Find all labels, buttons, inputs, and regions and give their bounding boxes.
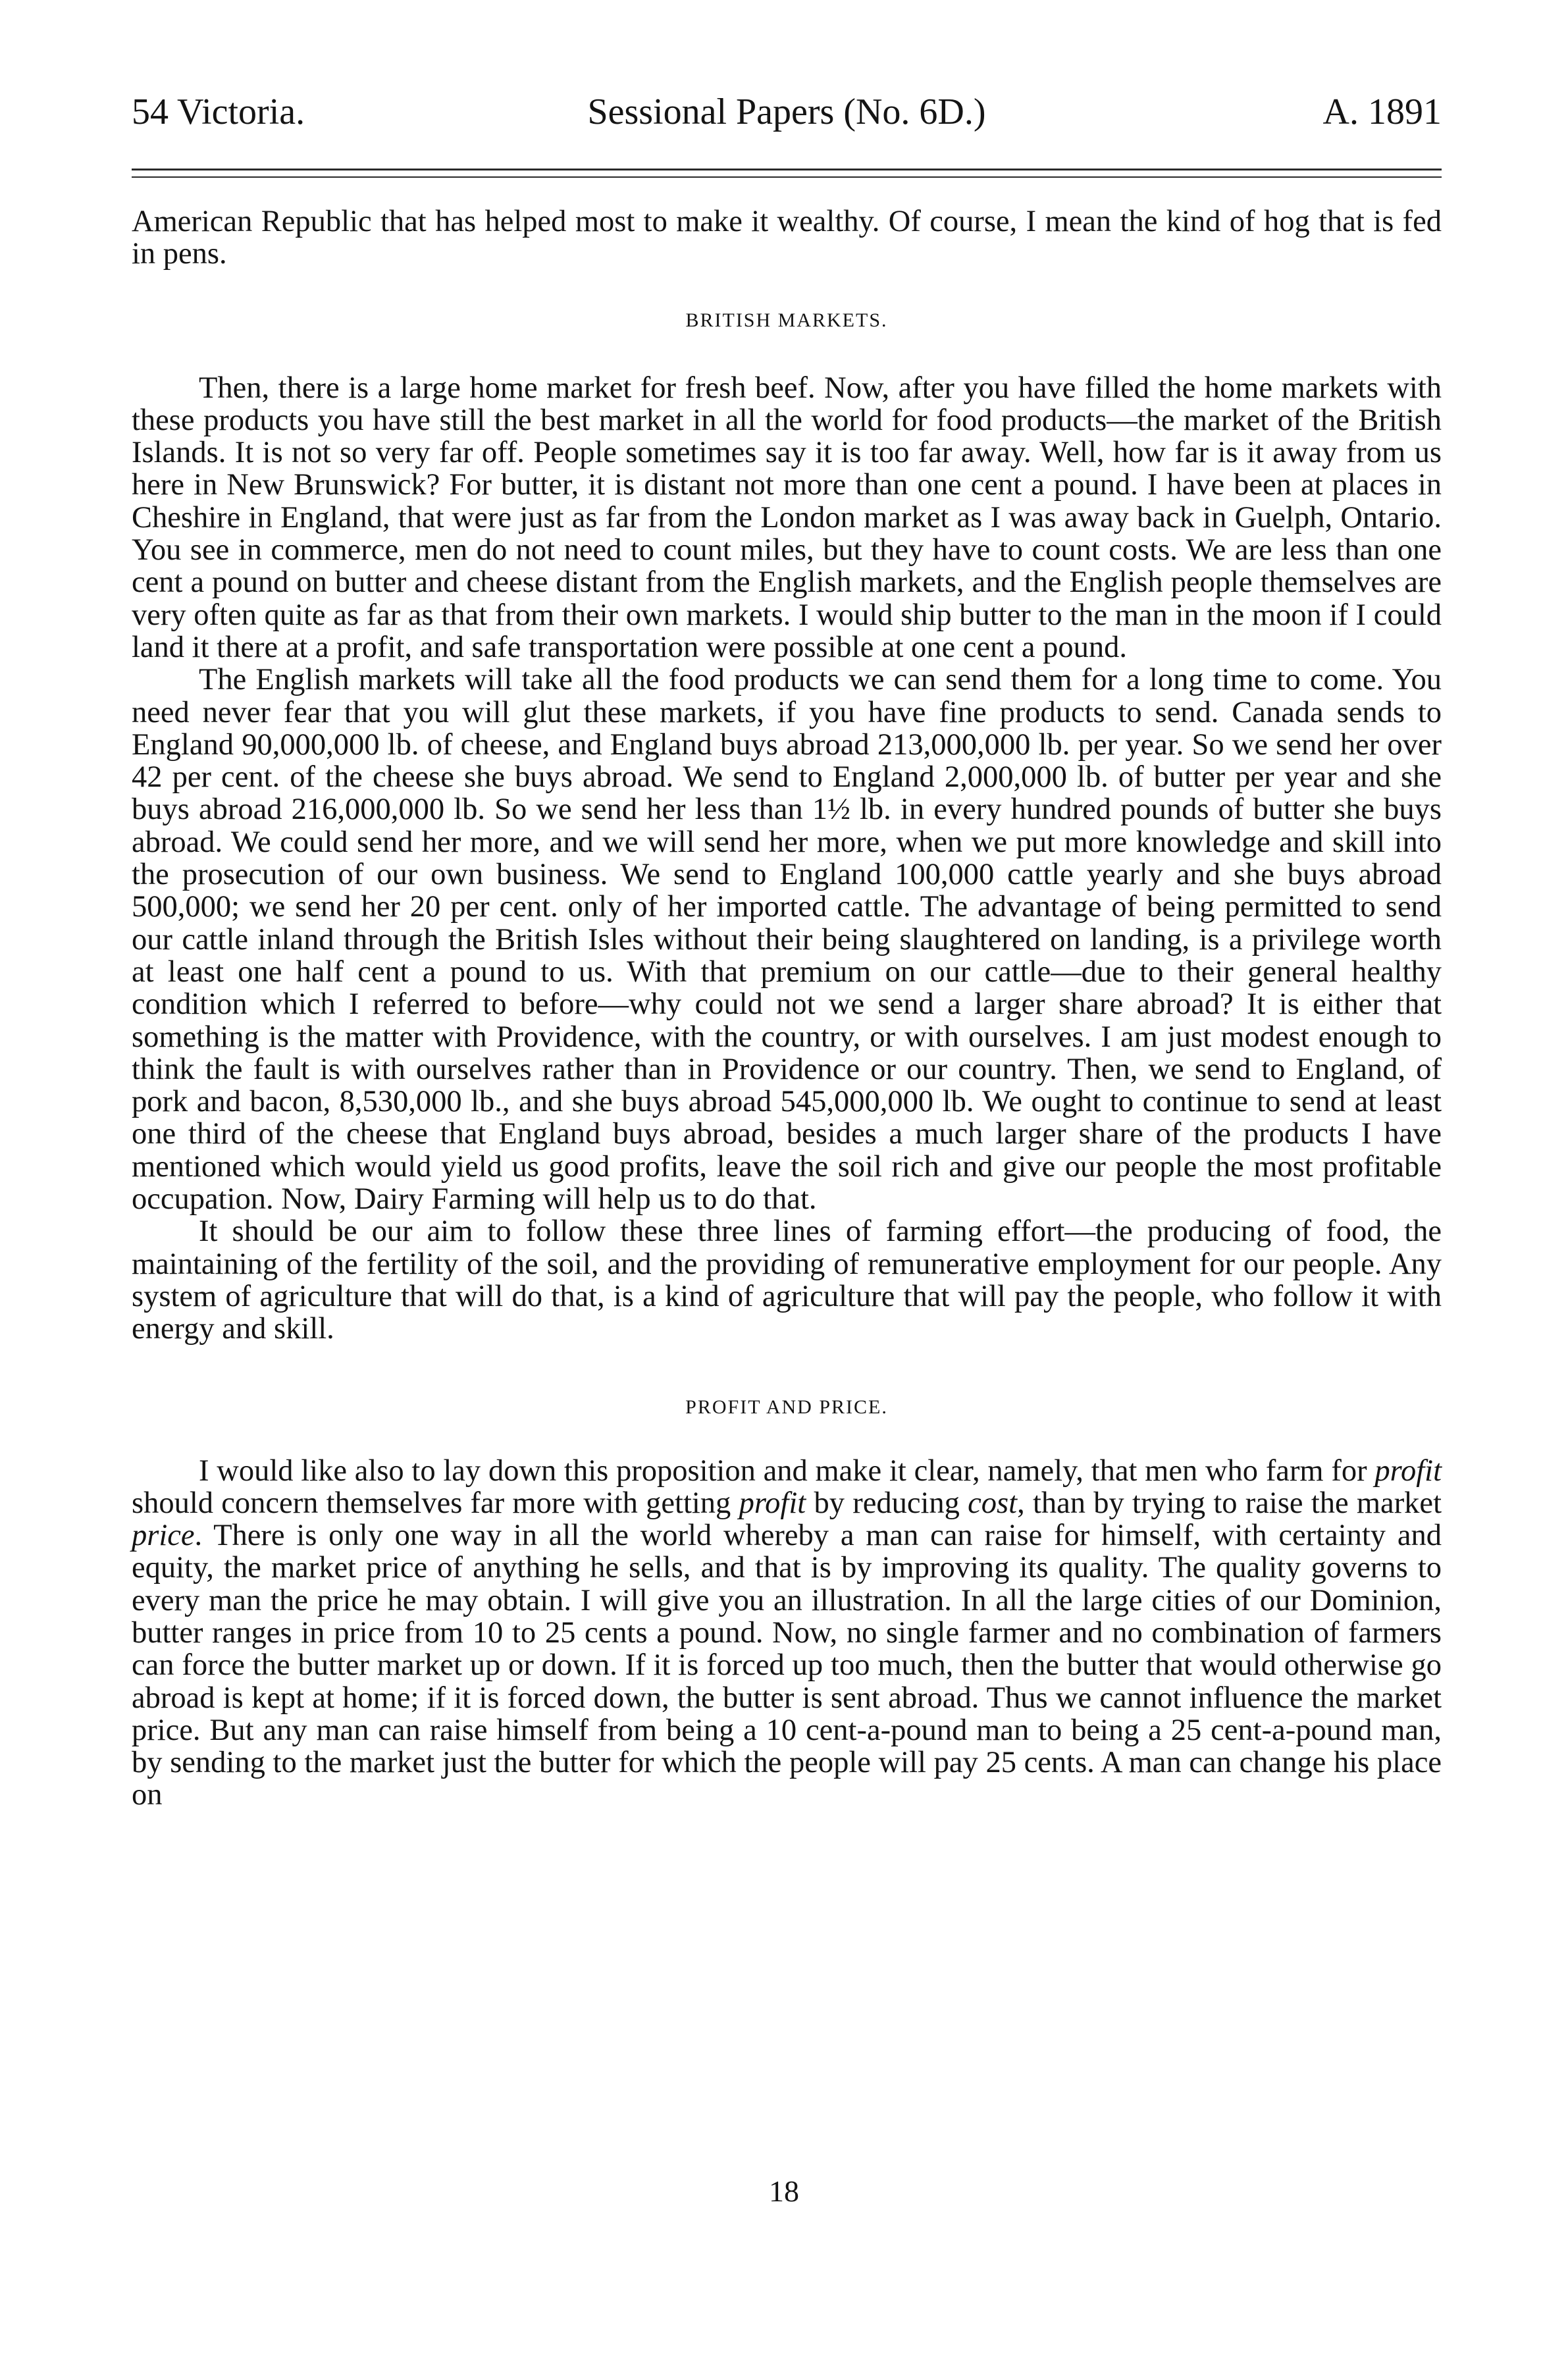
- section-heading-profit-and-price: PROFIT AND PRICE.: [685, 1396, 888, 1418]
- running-header: [132, 86, 1442, 138]
- emphasis-cost: cost: [968, 1486, 1018, 1520]
- paragraph-english-markets: The English markets will take all the food products we can send them for a long time to come. You need never fear that you will glut these markets, if you have fine products to send. Canada sends to England 90,000,000 lb. of cheese, and England buys abroad 213,000,000 lb. per year. So we send her over 42 per cent. of the cheese she buys abroad. We send to England 2,000,000 lb. of butter per year and she buys abroad 216,000,000 lb. So we send her less than 1½ lb. in every hundred pounds of butter she buys abroad. We could send her more, and we will send her more, when we put more knowledge and skill into the prosecution of our own business. We send to England 100,000 cattle yearly and she buys abroad 500,000; we send her 20 per cent. only of her imported cattle. The advantage of being permitted to send our cattle inland through the British Isles without their being slaughtered on landing, is a privilege worth at least one half cent a pound to us. With that premium on our cattle—due to their general healthy condition which I referred to before—why could not we send a larger share abroad? It is either that something is the matter with Providence, with the country, or with ourselves. I am just modest enough to think the fault is with ourselves rather than in Providence or our country. Then, we send to England, of pork and bacon, 8,530,000 lb., and she buys abroad 545,000,000 lb. We ought to continue to send at least one third of the cheese that England buys abroad, besides a much larger share of the products I have mentioned which would yield us good profits, leave the soil rich and give our people the most profitable occupation. Now, Dairy Farming will help us to do that.: [132, 663, 1442, 1217]
- text-run: . There is only one way in all the world whereby a man can raise for himself, with certainty and equity, the market price of anything he sells, and that is by improving its quality. The quality governs to every man the price he may obtain. I will give you an illustration. In all the large cities of our Dominion, butter ranges in price from 10 to 25 cents a pound. Now, no single farmer and no combination of farmers can force the butter market up or down. If it is forced up too much, then the butter that would otherwise go abroad is kept at home; if it is forced down, the butter is sent abroad. Thus we cannot influence the market price. But any man can raise himself from being a 10 cent-a-pound man to being a 25 cent-a-pound man, by sending to the market just the butter for which the people will pay 25 cents. A man can change his place on: [132, 1519, 1442, 1812]
- page-number: 18: [769, 2174, 799, 2208]
- body-text: [132, 205, 1442, 1812]
- header-session: 54 Victoria.: [132, 92, 305, 132]
- text-run: should concern themselves far more with getting: [132, 1486, 739, 1520]
- section-heading-british-markets: BRITISH MARKETS.: [685, 309, 888, 331]
- paragraph-profit-proposition: [132, 1455, 1442, 1812]
- header-year: A. 1891: [1322, 92, 1442, 132]
- header-title: Sessional Papers (No. 6D.): [587, 92, 986, 132]
- text-run: by reducing: [806, 1486, 968, 1520]
- paragraph-home-market: Then, there is a large home market for fresh beef. Now, after you have filled the home markets with these products you have still the best market in all the world for food products—the market of the British Islands. It is not so very far off. People sometimes say it is too far away. Well, how far is it away from us here in New Brunswick? For butter, it is distant not more than one cent a pound. I have been at places in Cheshire in England, that were just as far from the London market as I was away back in Guelph, Ontario. You see in commerce, men do not need to count miles, but they have to count costs. We are less than one cent a pound on butter and cheese distant from the English markets, and the English people themselves are very often quite as far as that from their own markets. I would ship butter to the man in the moon if I could land it there at a profit, and safe transportation were possible at one cent a pound.: [132, 371, 1442, 664]
- paragraph-aim: It should be our aim to follow these three lines of farming effort—the producing of food, the maintaining of the fertility of the soil, and the providing of remunerative employment for our people. Any system of agriculture that will do that, is a kind of agriculture that will pay the people, who follow it with energy and skill.: [132, 1215, 1442, 1346]
- emphasis-price: price: [132, 1519, 195, 1553]
- emphasis-profit: profit: [739, 1486, 806, 1520]
- text-run: , than by trying to raise the market: [1017, 1486, 1442, 1520]
- text-run: I would like also to lay down this proposition and make it clear, namely, that men who farm for: [199, 1454, 1375, 1488]
- paragraph-continuation: American Republic that has helped most to make it wealthy. Of course, I mean the kind of hog that is fed in pens.: [132, 205, 1442, 271]
- header-rule: [132, 169, 1442, 170]
- header-rule-thin: [132, 176, 1442, 178]
- emphasis-profit: profit: [1374, 1454, 1442, 1488]
